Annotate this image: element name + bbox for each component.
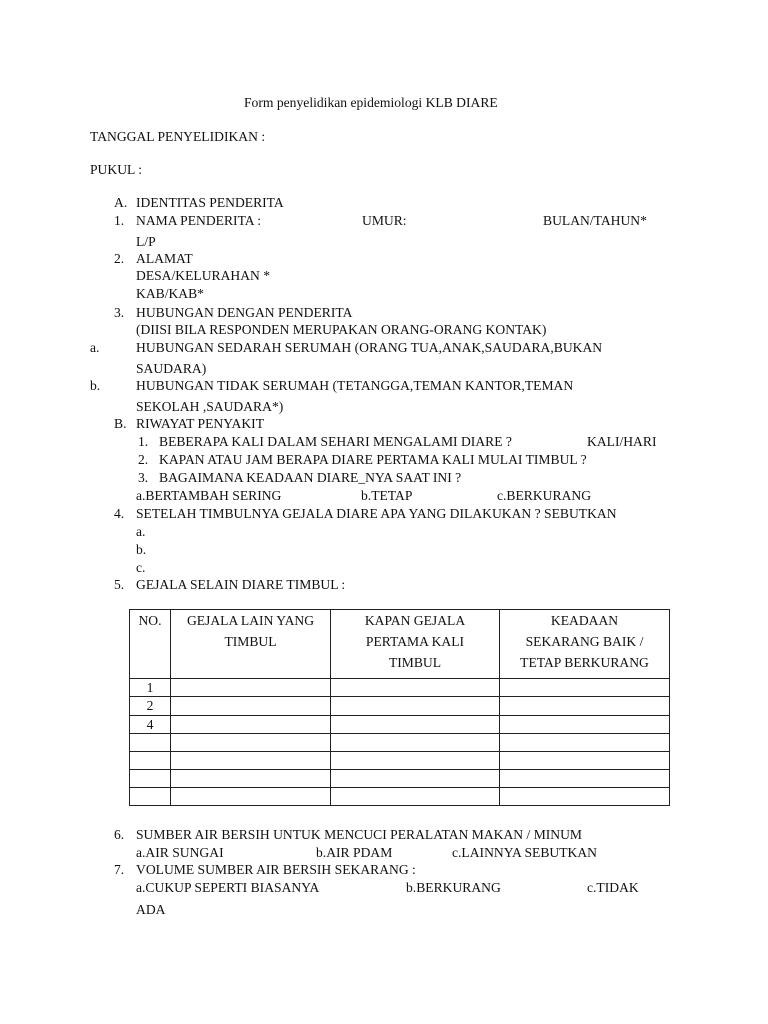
- hubungan-a-line2: SAUDARA): [136, 361, 207, 376]
- table-row: [130, 697, 670, 715]
- col-header-no-text: NO.: [138, 613, 162, 628]
- col-header-keadaan-text: KEADAAN SEKARANG BAIK / TETAP BERKURANG: [520, 613, 649, 670]
- riwayat-3-text: BAGAIMANA KEADAAN DIARE_NYA SAAT INI ?: [159, 470, 462, 485]
- item-1-number: 1.: [114, 213, 125, 228]
- sex-label: L/P: [136, 234, 156, 249]
- riwayat-3-option-a: a.BERTAMBAH SERING: [136, 488, 282, 503]
- hubungan-b-letter: b.: [90, 378, 101, 393]
- keadaan-cell[interactable]: [500, 751, 670, 769]
- gejala-cell[interactable]: [171, 733, 331, 751]
- table-row: [130, 787, 670, 805]
- bulan-tahun-label: BULAN/TAHUN*: [543, 213, 647, 228]
- col-header-keadaan: [500, 610, 670, 679]
- riwayat-5-number: 5.: [114, 577, 125, 592]
- keadaan-cell[interactable]: [500, 787, 670, 805]
- gejala-cell[interactable]: [171, 769, 331, 787]
- riwayat-4-text: SETELAH TIMBULNYA GEJALA DIARE APA YANG DILAKUKAN ? SEBUTKAN: [136, 506, 617, 521]
- kapan-cell[interactable]: [331, 751, 500, 769]
- table-row: [130, 715, 670, 733]
- riwayat-6-option-b: b.AIR PDAM: [316, 845, 393, 860]
- riwayat-7-number: 7.: [114, 862, 125, 877]
- row-number: 1: [130, 679, 171, 697]
- table-row: [130, 733, 670, 751]
- item-2-number: 2.: [114, 251, 125, 266]
- hubungan-a-line1: HUBUNGAN SEDARAH SERUMAH (ORANG TUA,ANAK,SAUDARA,BUKAN: [136, 340, 603, 355]
- gejala-cell[interactable]: [171, 787, 331, 805]
- riwayat-6-option-c: c.LAINNYA SEBUTKAN: [452, 845, 597, 860]
- symptoms-table: [129, 609, 670, 806]
- kapan-cell[interactable]: [331, 733, 500, 751]
- riwayat-3-number: 3.: [138, 470, 149, 485]
- gejala-cell[interactable]: [171, 679, 331, 697]
- nama-penderita-label: NAMA PENDERITA :: [136, 213, 262, 228]
- riwayat-4-c: c.: [136, 560, 146, 575]
- riwayat-4-b: b.: [136, 542, 147, 557]
- kapan-cell[interactable]: [331, 787, 500, 805]
- umur-label: UMUR:: [362, 213, 407, 228]
- riwayat-6-text: SUMBER AIR BERSIH UNTUK MENCUCI PERALATAN MAKAN / MINUM: [136, 827, 583, 842]
- hubungan-a-letter: a.: [90, 340, 100, 355]
- riwayat-3-option-c: c.BERKURANG: [497, 488, 592, 503]
- row-number: 2: [130, 697, 171, 715]
- riwayat-7-option-c: c.TIDAK: [587, 880, 639, 895]
- symptoms-table-header: [130, 610, 670, 679]
- hubungan-note: (DIISI BILA RESPONDEN MERUPAKAN ORANG-ORANG KONTAK): [136, 322, 547, 337]
- hubungan-label: HUBUNGAN DENGAN PENDERITA: [136, 305, 353, 320]
- riwayat-3-option-b: b.TETAP: [361, 488, 413, 503]
- riwayat-2-text: KAPAN ATAU JAM BERAPA DIARE PERTAMA KALI MULAI TIMBUL ?: [159, 452, 587, 467]
- riwayat-4-a: a.: [136, 524, 146, 539]
- hubungan-b-line1: HUBUNGAN TIDAK SERUMAH (TETANGGA,TEMAN KANTOR,TEMAN: [136, 378, 574, 393]
- section-b-heading: RIWAYAT PENYAKIT: [136, 416, 265, 431]
- table-row: [130, 751, 670, 769]
- riwayat-7-option-b: b.BERKURANG: [406, 880, 501, 895]
- table-row: [130, 769, 670, 787]
- row-number: 4: [130, 715, 171, 733]
- riwayat-6-option-a: a.AIR SUNGAI: [136, 845, 224, 860]
- riwayat-1-text: BEBERAPA KALI DALAM SEHARI MENGALAMI DIARE ?: [159, 434, 512, 449]
- pukul-label: PUKUL :: [90, 162, 142, 177]
- riwayat-4-number: 4.: [114, 506, 125, 521]
- keadaan-cell[interactable]: [500, 769, 670, 787]
- kapan-cell[interactable]: [331, 679, 500, 697]
- table-row: [130, 679, 670, 697]
- gejala-cell[interactable]: [171, 715, 331, 733]
- riwayat-7-text: VOLUME SUMBER AIR BERSIH SEKARANG :: [136, 862, 416, 877]
- row-number: [130, 769, 171, 787]
- gejala-cell[interactable]: [171, 751, 331, 769]
- row-number: [130, 787, 171, 805]
- keadaan-cell[interactable]: [500, 733, 670, 751]
- alamat-label: ALAMAT: [136, 251, 193, 266]
- row-number: [130, 733, 171, 751]
- kab-label: KAB/KAB*: [136, 286, 204, 301]
- col-header-kapan: [331, 610, 500, 679]
- kapan-cell[interactable]: [331, 697, 500, 715]
- form-title: Form penyelidikan epidemiologi KLB DIARE: [244, 95, 498, 110]
- gejala-cell[interactable]: [171, 697, 331, 715]
- riwayat-7-option-c-cont: ADA: [136, 902, 166, 917]
- kapan-cell[interactable]: [331, 715, 500, 733]
- item-3-number: 3.: [114, 305, 125, 320]
- riwayat-5-text: GEJALA SELAIN DIARE TIMBUL :: [136, 577, 346, 592]
- kapan-cell[interactable]: [331, 769, 500, 787]
- keadaan-cell[interactable]: [500, 697, 670, 715]
- riwayat-7-option-a: a.CUKUP SEPERTI BIASANYA: [136, 880, 320, 895]
- col-header-gejala: [171, 610, 331, 679]
- section-b-letter: B.: [114, 416, 127, 431]
- section-a-heading: IDENTITAS PENDERITA: [136, 195, 284, 210]
- keadaan-cell[interactable]: [500, 715, 670, 733]
- col-header-gejala-text: GEJALA LAIN YANG TIMBUL: [186, 613, 315, 649]
- row-number: [130, 751, 171, 769]
- riwayat-2-number: 2.: [138, 452, 149, 467]
- tanggal-label: TANGGAL PENYELIDIKAN :: [90, 129, 266, 144]
- riwayat-6-number: 6.: [114, 827, 125, 842]
- col-header-no: [130, 610, 171, 679]
- desa-label: DESA/KELURAHAN *: [136, 268, 271, 283]
- keadaan-cell[interactable]: [500, 679, 670, 697]
- riwayat-1-unit: KALI/HARI: [587, 434, 657, 449]
- col-header-kapan-text: KAPAN GEJALA PERTAMA KALI TIMBUL: [364, 613, 466, 670]
- hubungan-b-line2: SEKOLAH ,SAUDARA*): [136, 399, 284, 414]
- riwayat-1-number: 1.: [138, 434, 149, 449]
- section-a-letter: A.: [114, 195, 128, 210]
